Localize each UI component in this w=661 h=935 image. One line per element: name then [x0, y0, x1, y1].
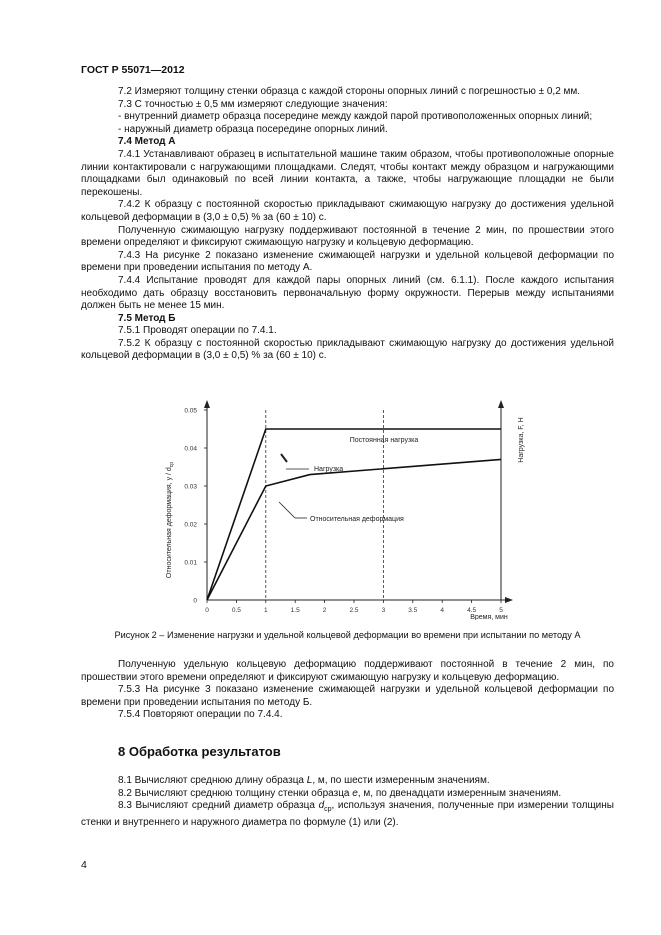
x-tick-label: 4: [440, 607, 445, 614]
y-axis-right-title: Нагрузка, F, Н: [518, 417, 525, 463]
para-7-3-item-2: - наружный диаметр образца посередине опорных линий.: [118, 123, 388, 135]
y-tick-label: 0.01: [184, 559, 197, 567]
para-7-3: 7.3 С точностью ± 0,5 мм измеряют следующие значения:: [118, 98, 388, 110]
x-tick-label: 0.5: [231, 607, 241, 614]
y-axis-left-arrow: [204, 400, 210, 408]
label-load: Нагрузка: [314, 466, 344, 473]
chart-svg: [81, 398, 614, 620]
text-block-mid: [81, 659, 614, 722]
y-axis-right-arrow: [498, 400, 504, 408]
x-tick-label: 1.5: [290, 607, 300, 614]
para-7-3-item-1: - внутренний диаметр образца посередине между каждой парой противоположенных опорных линий;: [118, 111, 593, 123]
para-8-1: [81, 775, 614, 788]
label-constant-load: Постоянная нагрузка: [349, 437, 419, 444]
para-8-2: [81, 788, 614, 801]
para-7-4-2-cont: Полученную сжимающую нагрузку поддерживают постоянной в течение 2 мин, по прошествии этого времени определяют и фиксируют сжимающую нагрузку и кольцевую деформацию.: [81, 224, 614, 249]
text-block-section-8: [81, 775, 614, 829]
y-tick-label: 0.05: [184, 407, 197, 415]
x-tick-label: 4.5: [467, 607, 477, 614]
para-7-5-1: 7.5.1 Проводят операции по 7.4.1.: [118, 325, 277, 337]
y-tick-label: 0.03: [184, 483, 197, 491]
section-8-title: 8 Обработка результатов: [118, 744, 281, 759]
label-strain: Относительная деформация: [310, 516, 404, 523]
y-axis-left-title: [166, 462, 175, 578]
y-tick-label: 0.02: [184, 521, 197, 529]
para-8-3-a: 8.3 Вычисляют средний диаметр образца: [118, 800, 319, 812]
x-axis-arrow: [505, 597, 513, 603]
y-axis-left-title-sub: ср: [169, 461, 175, 468]
heading-7-4: 7.4 Метод А: [118, 136, 176, 148]
x-tick-label: 3.5: [408, 607, 418, 614]
para-8-3: [81, 800, 614, 829]
y-axis-left-title-main: Относительная деформация, y / d: [166, 467, 173, 579]
para-7-4-2: 7.4.2 К образцу с постоянной скоростью прикладывают сжимающую нагрузку до достижения удельной кольцевой деформации в (3,0 ± 0,5) % за (60 ± 10) с.: [81, 199, 614, 223]
x-tick-label: 2: [322, 607, 327, 614]
para-8-1-b: , м, по шести измеренным значениям.: [312, 775, 490, 786]
x-tick-label: 3: [381, 607, 386, 614]
para-7-5-3: 7.5.3 На рисунке 3 показано изменение сжимающей нагрузки и удельной кольцевой деформации по времени при проведении испытания по методу Б.: [81, 684, 614, 708]
page-number: 4: [81, 859, 87, 871]
var-d-sub: ср: [324, 806, 332, 814]
para-8-1-a: 8.1 Вычисляют среднюю длину образца: [118, 775, 307, 786]
x-tick-label: 1: [263, 607, 268, 614]
para-8-2-a: 8.2 Вычисляют среднюю толщину стенки образца: [118, 787, 353, 799]
para-8-3-b: , используя значения, полученные при измерении толщины стенки и внутреннего и наружного диаметра по формуле (1) или (2).: [81, 800, 614, 828]
document-header: ГОСТ Р 55071—2012: [81, 64, 185, 76]
x-tick-label: 0: [205, 607, 209, 614]
x-tick-label: 5: [499, 607, 503, 614]
leader-strain: [279, 502, 295, 518]
para-7-4-1: 7.4.1 Устанавливают образец в испытательной машине таким образом, чтобы противоположные опорные линии контактировали с нагружающими площадками. Следят, чтобы контакт между образцом и нагружающими площадками был одинаковый по всей линии контакта, а также, чтобы нагружающие площадки не были перекошены.: [81, 148, 614, 198]
series-strain-line: [207, 459, 501, 600]
figure-caption: Рисунок 2 – Изменение нагрузки и удельной кольцевой деформации во времени при испытании по методу А: [114, 630, 581, 640]
heading-7-5: 7.5 Метод Б: [118, 312, 176, 324]
para-7-5-4: 7.5.4 Повторяют операции по 7.4.4.: [118, 709, 283, 721]
para-8-2-b: , м, по двенадцати измеренным значениям.: [357, 787, 562, 799]
var-e: e: [352, 787, 358, 799]
para-7-2: 7.2 Измеряют толщину стенки образца с каждой стороны опорных линий с погрешностью ± 0,2 мм.: [118, 86, 581, 97]
leader-load-tick: [281, 454, 287, 462]
para-7-5-2-cont: Полученную удельную кольцевую деформацию поддерживают постоянной в течение 2 мин, по прошествии этого времени определяют и фиксируют сжимающую нагрузку и кольцевую деформацию.: [81, 659, 614, 683]
para-7-4-4: 7.4.4 Испытание проводят для каждой пары опорных линий (см. 6.1.1). После каждого испытания необходимо дать образцу восстановить первоначальную форму окружности. Перерыв между испытаниями должен быть не менее 15 мин.: [81, 274, 614, 312]
para-7-4-3: 7.4.3 На рисунке 2 показано изменение сжимающей нагрузки и удельной кольцевой деформации по времени при проведении испытания по методу А.: [81, 249, 614, 274]
text-block-top: [81, 86, 614, 363]
x-tick-label: 2.5: [349, 607, 359, 614]
para-7-5-2: 7.5.2 К образцу с постоянной скоростью прикладывают сжимающую нагрузку до достижения удельной кольцевой деформации в (3,0 ± 0,5) % за (60 ± 10) с.: [81, 337, 614, 362]
y-tick-label: 0: [193, 597, 197, 605]
var-L: L: [306, 775, 313, 786]
figure-2: [81, 398, 614, 620]
y-tick-label: 0.04: [184, 445, 197, 453]
x-axis-title: Время, мин: [470, 614, 508, 620]
var-d: d: [318, 800, 325, 812]
